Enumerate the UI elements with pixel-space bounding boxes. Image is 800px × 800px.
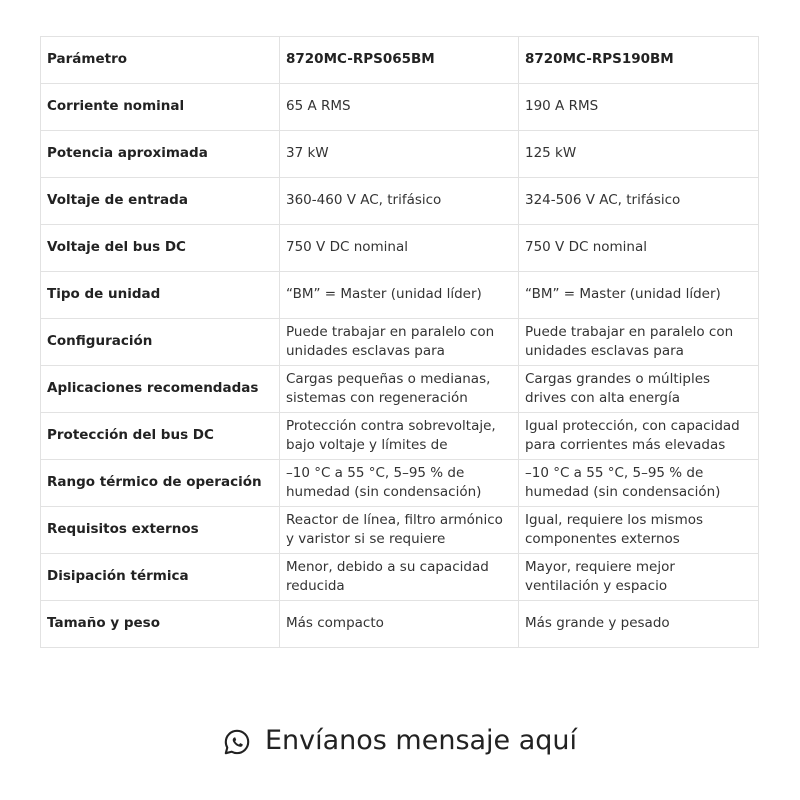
value-cell-190 [519,507,759,554]
cell-text: 750 V DC nominal [525,239,647,256]
value-cell-190 [519,178,759,225]
cell-text: Puede trabajar en paralelo con unidades esclavas para [286,323,495,359]
parameter-cell: Requisitos externos [41,507,280,554]
value-cell-065 [280,178,519,225]
header-parametro: Parámetro [41,37,280,84]
parameter-cell: Voltaje de entrada [41,178,280,225]
parameter-cell: Rango térmico de operación [41,460,280,507]
parameter-cell: Potencia aproximada [41,131,280,178]
parameter-cell: Configuración [41,319,280,366]
cell-text: Cargas grandes o múltiples drives con alta energía [525,370,711,406]
value-cell-190 [519,601,759,648]
header-model-065: 8720MC-RPS065BM [280,37,519,84]
value-cell-065 [280,225,519,272]
table-row [41,554,759,601]
spec-table-body [41,37,759,648]
value-cell-190 [519,131,759,178]
cell-text: Igual, requiere los mismos componentes externos [525,511,704,547]
value-cell-190 [519,413,759,460]
header-model-190: 8720MC-RPS190BM [519,37,759,84]
value-cell-190 [519,225,759,272]
value-cell-190 [519,272,759,319]
value-cell-190 [519,84,759,131]
cell-text: Reactor de línea, filtro armónico y varistor si se requiere [286,511,503,547]
whatsapp-icon [223,728,251,756]
value-cell-065 [280,131,519,178]
cell-text: –10 °C a 55 °C, 5–95 % de humedad (sin condensación) [286,464,482,500]
cell-text: Menor, debido a su capacidad reducida [286,558,489,594]
table-row [41,366,759,413]
parameter-cell: Protección del bus DC [41,413,280,460]
table-row [41,225,759,272]
cell-text: 324-506 V AC, trifásico [525,192,681,209]
cell-text: Mayor, requiere mejor ventilación y espacio [525,558,675,594]
cell-text: “BM” = Master (unidad líder) [286,286,482,303]
cell-text: Puede trabajar en paralelo con unidades esclavas para [525,323,734,359]
value-cell-065 [280,84,519,131]
table-row [41,460,759,507]
cell-text: Protección contra sobrevoltaje, bajo voltaje y límites de [286,417,496,453]
parameter-cell: Aplicaciones recomendadas [41,366,280,413]
cell-text: Más grande y pesado [525,615,670,632]
value-cell-065 [280,554,519,601]
whatsapp-contact-link[interactable] [0,724,800,756]
cell-text: 190 A RMS [525,98,599,115]
value-cell-190 [519,319,759,366]
value-cell-065 [280,507,519,554]
contact-label: Envíanos mensaje aquí [264,724,578,756]
parameter-cell: Voltaje del bus DC [41,225,280,272]
value-cell-065 [280,601,519,648]
cell-text: 125 kW [525,145,577,162]
table-row [41,319,759,366]
value-cell-190 [519,366,759,413]
table-row [41,131,759,178]
value-cell-065 [280,460,519,507]
value-cell-190 [519,460,759,507]
cell-text: Más compacto [286,615,384,632]
cell-text: –10 °C a 55 °C, 5–95 % de humedad (sin condensación) [525,464,721,500]
table-row [41,272,759,319]
parameter-cell: Tamaño y peso [41,601,280,648]
table-header-row [41,37,759,84]
cell-text: 65 A RMS [286,98,351,115]
value-cell-190 [519,554,759,601]
cell-text: 37 kW [286,145,329,162]
parameter-cell: Disipación térmica [41,554,280,601]
value-cell-065 [280,366,519,413]
parameter-cell: Tipo de unidad [41,272,280,319]
cell-text: Cargas pequeñas o medianas, sistemas con regeneración [286,370,491,406]
cell-text: 750 V DC nominal [286,239,408,256]
table-row [41,413,759,460]
value-cell-065 [280,272,519,319]
table-row [41,84,759,131]
cell-text: 360-460 V AC, trifásico [286,192,442,209]
table-row [41,507,759,554]
cell-text: “BM” = Master (unidad líder) [525,286,721,303]
parameter-cell: Corriente nominal [41,84,280,131]
cell-text: Igual protección, con capacidad para corrientes más elevadas [525,417,740,453]
value-cell-065 [280,413,519,460]
table-row [41,601,759,648]
value-cell-065 [280,319,519,366]
spec-table [40,36,759,648]
table-row [41,178,759,225]
